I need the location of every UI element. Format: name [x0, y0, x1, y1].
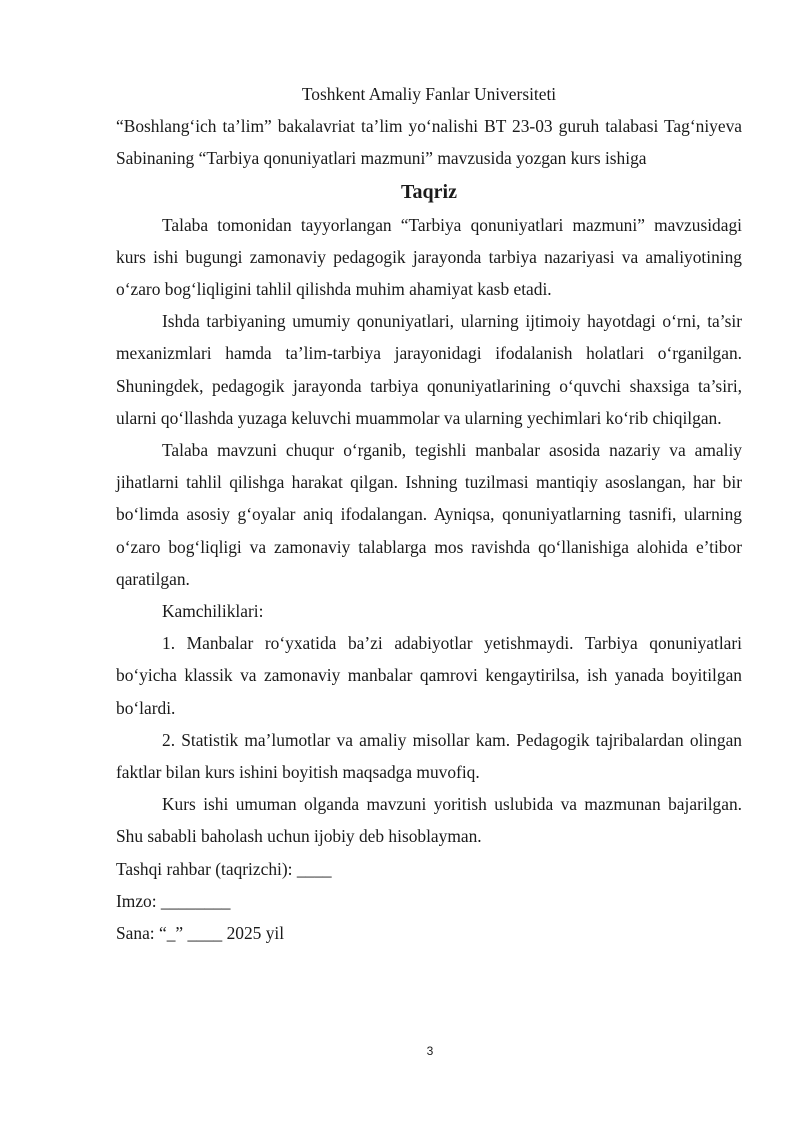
document-title: Taqriz: [401, 180, 457, 203]
shortcomings-heading: Kamchiliklari:: [162, 601, 264, 622]
date-line: Sana: “_” ____ 2025 yil: [116, 923, 285, 944]
shortcoming-2: 2. Statistik ma’lumotlar va amaliy misollar kam. Pedagogik tajribalardan olingan faktlar bilan kurs ishini boyitish maqsadga muvofiq.: [116, 729, 742, 783]
intro-text: “Boshlang‘ich ta’lim” bakalavriat ta’lim yo‘nalishi BT 23-03 guruh talabasi Tag‘niyeva Sabinaning “Tarbiya qonuniyatlari mazmuni” mavzusida yozgan kurs ishiga: [116, 116, 742, 169]
document-page: [116, 78, 742, 949]
paragraph-3: Talaba mavzuni chuqur o‘rganib, tegishli manbalar asosida nazariy va amaliy jihatlarni tahlil qilishga harakat qilgan. Ishning tuzilmasi mantiqiy asoslangan, har bir bo‘limda asosiy g‘oyalar aniq ifodalangan. Ayniqsa, qonuniyatlarning tasnifi, ularning o‘zaro bog‘liqligi va zamonaviy talablarga mos ravishda qo‘llanishiga alohida e’tibor qaratilgan.: [116, 440, 742, 589]
page-number: 3: [426, 1044, 434, 1058]
university-name: Toshkent Amaliy Fanlar Universiteti: [301, 84, 557, 104]
reviewer-line: Tashqi rahbar (taqrizchi): ____: [116, 858, 332, 879]
conclusion-paragraph: Kurs ishi umuman olganda mavzuni yoritish uslubida va mazmunan bajarilgan. Shu sababli baholash uchun ijobiy deb hisoblayman.: [116, 794, 742, 847]
signature-line: Imzo: ________: [116, 890, 231, 911]
shortcoming-1: 1. Manbalar ro‘yxatida ba’zi adabiyotlar yetishmaydi. Tarbiya qonuniyatlari bo‘yicha klassik va zamonaviy manbalar qamrovi kengaytirilsa, ish yanada boyitilgan bo‘lardi.: [116, 633, 742, 718]
paragraph-1: Talaba tomonidan tayyorlangan “Tarbiya qonuniyatlari mazmuni” mavzusidagi kurs ishi bugungi zamonaviy pedagogik jarayonda tarbiya nazariyasi va amaliyotining o‘zaro bog‘liqligini tahlil qilishda muhim ahamiyat kasb etadi.: [116, 214, 742, 300]
paragraph-2: Ishda tarbiyaning umumiy qonuniyatlari, ularning ijtimoiy hayotdagi o‘rni, ta’sir mexanizmlari hamda ta’lim-tarbiya jarayonidagi ifodalanish holatlari o‘rganilgan. Shuningdek, pedagogik jarayonda tarbiya qonuniyatlarining o‘quvchi shaxsiga ta’siri, ularni qo‘llashda yuzaga keluvchi muammolar va ularning yechimlari ko‘rib chiqilgan.: [116, 311, 742, 428]
